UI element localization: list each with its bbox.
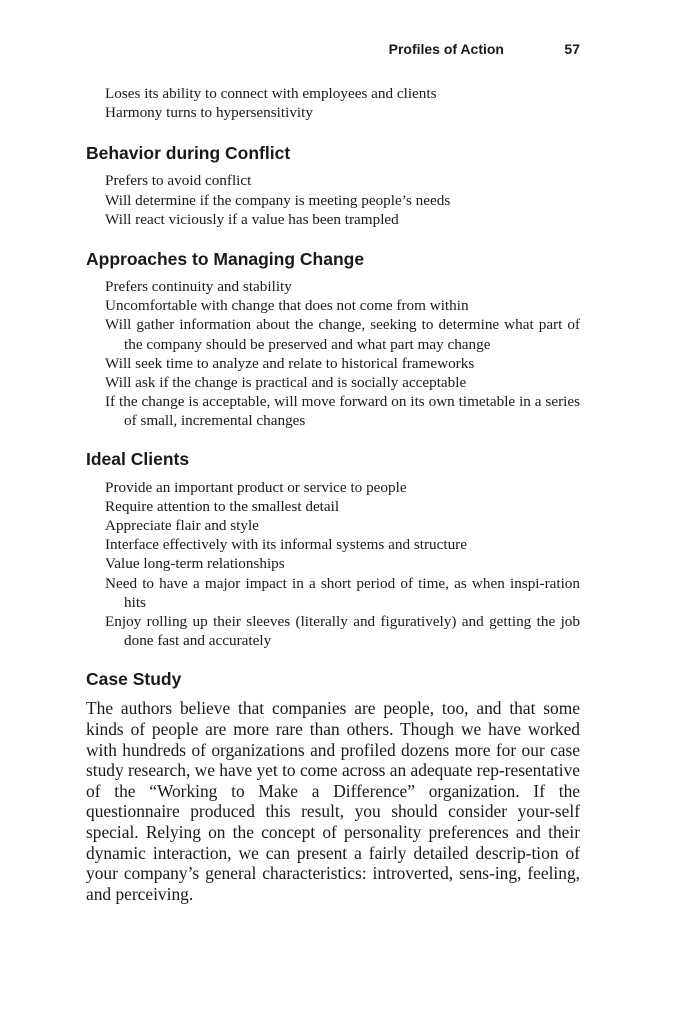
list-item: Interface effectively with its informal systems and structure — [105, 536, 467, 554]
list-item: Loses its ability to connect with employees and clients — [105, 85, 437, 102]
list-item: Enjoy rolling up their sleeves (literally and figuratively) and getting the job done fast and accurately — [105, 613, 580, 650]
list-item: Will seek time to analyze and relate to historical frameworks — [105, 354, 475, 372]
list-item: If the change is acceptable, will move forward on its own timetable in a series of small, incremental changes — [105, 393, 580, 430]
running-head-title: Profiles of Action — [388, 41, 504, 57]
page-content — [86, 84, 580, 904]
change-list — [86, 277, 580, 431]
list-item: Value long-term relationships — [105, 555, 285, 573]
list-item: Will determine if the company is meeting people’s needs — [105, 191, 451, 209]
list-item: Provide an important product or service to people — [105, 478, 407, 496]
section-heading-approaches-to-managing-change: Approaches to Managing Change — [86, 249, 365, 270]
list-item: Prefers continuity and stability — [105, 278, 292, 296]
section-heading-ideal-clients: Ideal Clients — [86, 448, 190, 469]
list-item: Uncomfortable with change that does not come from within — [105, 297, 469, 315]
section-heading-case-study: Case Study — [86, 669, 182, 690]
page-number: 57 — [564, 41, 580, 57]
list-item: Will react viciously if a value has been trampled — [105, 210, 399, 228]
ideal-clients-list — [86, 478, 580, 651]
list-item: Harmony turns to hypersensitivity — [105, 104, 313, 122]
list-item: Require attention to the smallest detail — [105, 497, 340, 515]
list-item: Need to have a major impact in a short period of time, as when inspi-ration hits — [105, 574, 580, 611]
list-item: Prefers to avoid conflict — [105, 172, 252, 190]
list-item: Appreciate flair and style — [105, 517, 259, 535]
intro-list — [86, 84, 580, 122]
conflict-list — [86, 171, 580, 229]
section-heading-behavior-during-conflict: Behavior during Conflict — [86, 143, 291, 164]
case-study-paragraph: The authors believe that companies are people, too, and that some kinds of people are more rare than others. Though we have worked with hundreds of organizations and profiled dozens more for our case study research, we have yet to come across an adequate rep-resentative of the “Working to Make a Difference” organization. If the questionnaire produced this result, you should consider your-self special. Relying on the concept of personality preferences and their dynamic interaction, we can present a fairly detailed descrip-tion of your company’s general characteristics: introverted, sens-ing, feeling, and perceiving. — [86, 698, 580, 904]
list-item: Will ask if the change is practical and is socially acceptable — [105, 374, 467, 392]
running-header — [86, 40, 580, 60]
list-item: Will gather information about the change, seeking to determine what part of the company should be preserved and what part may change — [105, 316, 580, 353]
